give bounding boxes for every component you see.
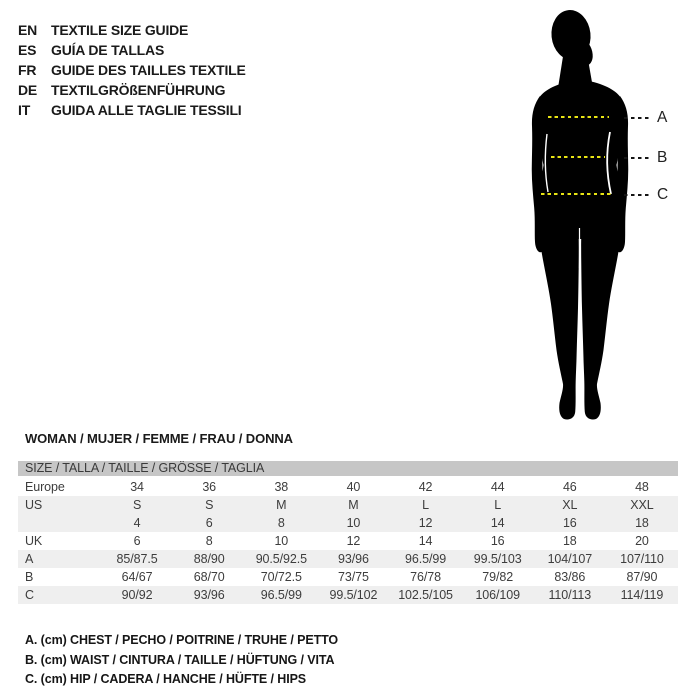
- language-title: TEXTILE SIZE GUIDE: [51, 22, 189, 38]
- table-row: [18, 586, 678, 604]
- size-cell: 110/113: [548, 588, 592, 602]
- size-cell: 48: [635, 480, 649, 494]
- language-code: DE: [18, 82, 38, 98]
- row-label: B: [25, 570, 34, 584]
- row-label: UK: [25, 534, 43, 548]
- size-cell: M: [276, 498, 287, 512]
- table-row: [18, 496, 678, 514]
- size-cell: 34: [130, 480, 144, 494]
- size-cell: S: [132, 498, 142, 512]
- size-cell: L: [494, 498, 502, 512]
- language-row: [18, 80, 246, 100]
- row-label: C: [25, 588, 34, 602]
- size-cell: 99.5/103: [473, 552, 522, 566]
- legend-item: C. (cm) HIP / CADERA / HANCHE / HÜFTE / HIPS: [25, 672, 307, 686]
- measurement-legend: [25, 631, 338, 690]
- size-table-body: [18, 478, 678, 604]
- size-cell: 90.5/92.5: [255, 552, 307, 566]
- size-cell: 16: [490, 534, 505, 548]
- size-table-header: SIZE / TALLA / TAILLE / GRÖSSE / TAGLIA: [18, 461, 678, 476]
- legend-item: B. (cm) WAIST / CINTURA / TAILLE / HÜFTUNG / VITA: [25, 652, 335, 667]
- language-title-list: [18, 20, 246, 120]
- language-title: GUÍA DE TALLAS: [51, 42, 165, 58]
- language-row: [18, 60, 246, 80]
- size-cell: 12: [346, 534, 361, 548]
- size-cell: 6: [133, 534, 141, 548]
- size-cell: 68/70: [193, 570, 225, 584]
- size-cell: 102.5/105: [398, 588, 453, 602]
- size-cell: 87/90: [626, 570, 658, 584]
- size-cell: 79/82: [482, 570, 514, 584]
- size-cell: 46: [562, 480, 577, 494]
- language-code: IT: [18, 102, 31, 118]
- size-cell: 10: [274, 534, 289, 548]
- marker-letter-a: A: [657, 109, 668, 126]
- hip-dash-line: [541, 193, 611, 195]
- size-cell: 96.5/99: [405, 552, 447, 566]
- gender-heading: WOMAN / MUJER / FEMME / FRAU / DONNA: [25, 431, 293, 446]
- figure-area: [490, 0, 700, 440]
- size-cell: 106/109: [475, 588, 520, 602]
- language-title: GUIDE DES TAILLES TEXTILE: [51, 62, 246, 78]
- marker-letter-c: C: [657, 186, 669, 203]
- size-cell: 90/92: [121, 588, 153, 602]
- size-cell: 104/107: [547, 552, 593, 566]
- size-cell: 64/67: [121, 570, 153, 584]
- size-cell: 93/96: [338, 552, 369, 566]
- waist-dash-line: [551, 156, 605, 158]
- chest-label-dash: [624, 117, 650, 119]
- language-code: ES: [18, 42, 37, 58]
- size-cell: 114/119: [620, 588, 664, 602]
- size-cell: 44: [490, 480, 505, 494]
- table-row: [18, 478, 678, 496]
- row-label: Europe: [25, 480, 65, 494]
- size-cell: 20: [635, 534, 649, 548]
- size-cell: 14: [490, 516, 505, 530]
- language-title: TEXTILGRÖßENFÜHRUNG: [51, 82, 226, 98]
- size-cell: 18: [562, 534, 577, 548]
- size-cell: 6: [205, 516, 213, 530]
- size-cell: 107/110: [620, 552, 664, 566]
- language-code: EN: [18, 22, 38, 38]
- size-cell: 96.5/99: [260, 588, 302, 602]
- hip-label-dash: [624, 194, 650, 196]
- size-cell: 88/90: [193, 552, 225, 566]
- size-cell: 4: [133, 516, 141, 530]
- size-cell: 38: [274, 480, 289, 494]
- size-cell: M: [348, 498, 359, 512]
- size-cell: 8: [205, 534, 213, 548]
- size-table: [18, 461, 678, 604]
- size-cell: 16: [562, 516, 577, 530]
- size-cell: 42: [418, 480, 433, 494]
- size-cell: 70/72.5: [260, 570, 302, 584]
- size-cell: 12: [418, 516, 433, 530]
- table-row: [18, 532, 678, 550]
- language-title: GUIDA ALLE TAGLIE TESSILI: [51, 102, 242, 118]
- size-cell: 85/87.5: [116, 552, 158, 566]
- size-cell: 10: [346, 516, 361, 530]
- size-cell: S: [205, 498, 214, 512]
- size-cell: 36: [202, 480, 217, 494]
- row-label: [18, 514, 101, 532]
- size-cell: 14: [418, 534, 433, 548]
- size-cell: 99.5/102: [329, 588, 378, 602]
- waist-label-dash: [624, 157, 650, 159]
- language-row: [18, 100, 246, 120]
- table-row: [18, 514, 678, 532]
- size-cell: 76/78: [410, 570, 441, 584]
- language-row: [18, 40, 246, 60]
- size-cell: L: [422, 498, 429, 512]
- row-label: US: [25, 498, 43, 512]
- size-cell: 18: [635, 516, 649, 530]
- language-code: FR: [18, 62, 37, 78]
- size-cell: 40: [346, 480, 361, 494]
- table-row: [18, 568, 678, 586]
- marker-letter-b: B: [657, 149, 668, 166]
- size-cell: 73/75: [338, 570, 369, 584]
- table-row: [18, 550, 678, 568]
- size-cell: 83/86: [554, 570, 586, 584]
- chest-dash-line: [548, 116, 609, 118]
- size-cell: 93/96: [193, 588, 225, 602]
- woman-silhouette: [530, 8, 630, 423]
- legend-item: A. (cm) CHEST / PECHO / POITRINE / TRUHE / PETTO: [25, 633, 339, 647]
- size-cell: XL: [562, 498, 578, 512]
- row-label: A: [25, 552, 34, 566]
- size-cell: XXL: [630, 498, 654, 512]
- size-cell: 8: [277, 516, 285, 530]
- language-row: [18, 20, 246, 40]
